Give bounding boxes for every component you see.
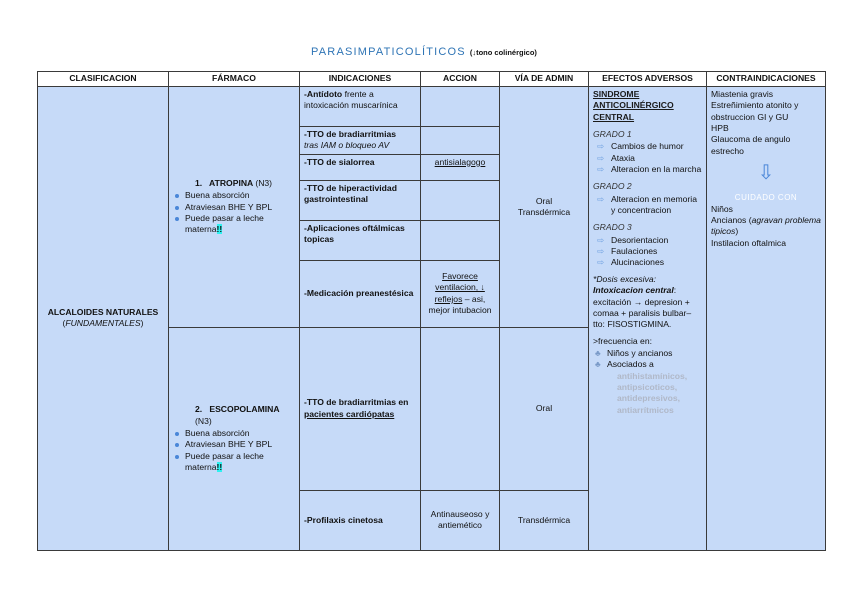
club-icon: ♣ — [595, 359, 601, 370]
accion-empty-7 — [421, 327, 500, 490]
arrow-right-icon: ⇨ — [597, 257, 605, 268]
indicacion-hiperactividad: -TTO de hiperactividad gastrointestinal — [300, 180, 421, 220]
atropina-bullets — [173, 190, 295, 235]
arrow-right-icon: ⇨ — [597, 164, 605, 175]
grado-2: GRADO 2 — [593, 181, 632, 192]
list-item: ⇨ Alteracion en la marcha — [597, 164, 702, 175]
header-row — [38, 72, 826, 87]
list-item: ⇨ Alteracion en memoria y concentracion — [597, 193, 697, 216]
clasificacion-main: ALCALOIDES NATURALES — [47, 307, 159, 317]
list-item: ⇨ Faulaciones — [597, 246, 658, 257]
escopolamina-cell: 2. ESCOPOLAMINA (N3) Buena absorción Atraviesan BHE Y BPL Puede pasar a leche materna!! — [169, 327, 300, 550]
clasificacion-cell: ALCALOIDES NATURALES (FUNDAMENTALES) — [38, 87, 169, 551]
accion-empty-2 — [421, 127, 500, 155]
header-via: VÍA DE ADMIN — [500, 72, 589, 87]
header-accion: ACCION — [421, 72, 500, 87]
title-sub: (↓tono colinérgico) — [469, 48, 537, 57]
indicacion-oftalmicas: -Aplicaciones oftálmicas topicas — [300, 220, 421, 260]
list-item: Puede pasar a leche materna!! — [173, 451, 295, 474]
accion-antisialagogo: antisialagogo — [421, 154, 500, 180]
club-icon: ♣ — [595, 347, 601, 358]
contra-cell — [707, 87, 826, 551]
arrow-right-icon: ⇨ — [597, 152, 605, 163]
page-title — [0, 42, 848, 60]
indicacion-preanestesica: -Medicación preanestésica — [300, 260, 421, 327]
arrow-right-icon: ⇨ — [597, 193, 605, 204]
indicacion-cinetosa: -Profilaxis cinetosa — [300, 490, 421, 550]
contra-ninos: Niños — [711, 203, 733, 214]
list-item: ⇨ Cambios de humor — [597, 141, 684, 152]
list-item: Buena absorción — [173, 190, 295, 201]
list-item: Puede pasar a leche materna!! — [173, 213, 295, 236]
contra-line: Glaucoma de angulo estrecho — [711, 134, 791, 156]
accion-empty-5 — [421, 220, 500, 260]
atropina-cell — [169, 87, 300, 328]
frecuencia-label: >frecuencia en: — [593, 335, 653, 346]
clasificacion-sub: FUNDAMENTALES — [65, 318, 141, 329]
down-arrow-icon: ⇩ — [757, 162, 775, 185]
efectos-cell — [589, 87, 707, 551]
escopolamina-bullets — [173, 428, 295, 473]
list-item: ♣ Asociados a — [595, 359, 654, 370]
highlight-mark: !! — [216, 461, 223, 472]
via-atropina-cell: Oral Transdérmica — [500, 87, 589, 328]
header-indicaciones: INDICACIONES — [300, 72, 421, 87]
header-contra: CONTRAINDICACIONES — [707, 72, 826, 87]
list-item: ⇨ Desorientacion — [597, 234, 669, 245]
accion-ventilacion: Favorece ventilacion, ↓ reflejos – asi, mejor intubacion — [421, 260, 500, 327]
arrow-right-icon: ⇨ — [597, 234, 605, 245]
arrow-right-icon: ⇨ — [597, 246, 605, 257]
highlight-mark: !! — [216, 224, 223, 235]
accion-antinauseoso: Antinauseoso y antiemético — [421, 490, 500, 550]
list-item: Atraviesan BHE Y BPL — [173, 439, 295, 450]
header-farmaco: FÁRMACO — [169, 72, 300, 87]
indicacion-sialorrea: -TTO de sialorrea — [300, 154, 421, 180]
header-clasificacion: CLASIFICACION — [38, 72, 169, 87]
via-oral: Oral — [500, 327, 589, 490]
indicacion-antidoto: -Antídoto frente a intoxicación muscarínica — [300, 87, 421, 127]
contra-line: Miastenia gravis — [711, 89, 774, 99]
atropina-title: 1. ATROPINA (N3) — [195, 177, 273, 188]
accion-empty-1 — [421, 87, 500, 127]
efectos-title: SINDROME ANTICOLINÉRGICO CENTRAL — [593, 89, 674, 122]
header-efectos: EFECTOS ADVERSOS — [589, 72, 707, 87]
dosis-label: *Dosis excesiva: — [593, 273, 657, 284]
pharma-table — [37, 71, 826, 551]
contra-line: HPB — [711, 123, 729, 134]
escopolamina-name: ESCOPOLAMINA — [209, 404, 280, 415]
contra-line: Estreñimiento atonito y obstruccion GI y GU — [711, 100, 799, 122]
list-item: ⇨ Alucinaciones — [597, 257, 665, 268]
list-item: ⇨ Ataxia — [597, 152, 635, 163]
accion-empty-4 — [421, 180, 500, 220]
atropina-name: ATROPINA — [209, 177, 253, 188]
title-main: PARASIMPATICOLÍTICOS — [311, 46, 466, 58]
escopolamina-title: 2. ESCOPOLAMINA — [195, 404, 280, 415]
indicacion-cardiopatas: -TTO de bradiarritmias en pacientes cardiópatas — [300, 327, 421, 490]
grey-drug-list: antihistamínicos, antipsicoticos, antidepresivos, antiarrítmicos — [617, 370, 688, 415]
list-item: Atraviesan BHE Y BPL — [173, 202, 295, 213]
contra-ancianos: Ancianos (agravan problema tipicos) — [711, 214, 821, 237]
intox-text: Intoxicacion central: excitación → depresion + comaa + paralisis bulbar– tto: FISOSTIGMINA. — [593, 285, 692, 330]
cuidado-label: CUIDADO CON — [734, 193, 798, 203]
grado-3: GRADO 3 — [593, 222, 632, 233]
grado-1: GRADO 1 — [593, 129, 632, 140]
indicacion-bradiarritmias: -TTO de bradiarritmias tras IAM o bloqueo AV — [300, 127, 421, 155]
list-item: ♣ Niños y ancianos — [595, 347, 673, 358]
list-item: Buena absorción — [173, 428, 295, 439]
arrow-right-icon: ⇨ — [597, 141, 605, 152]
contra-instil: Instilacion oftalmica — [711, 237, 786, 248]
via-transdermica: Transdérmica — [500, 490, 589, 550]
